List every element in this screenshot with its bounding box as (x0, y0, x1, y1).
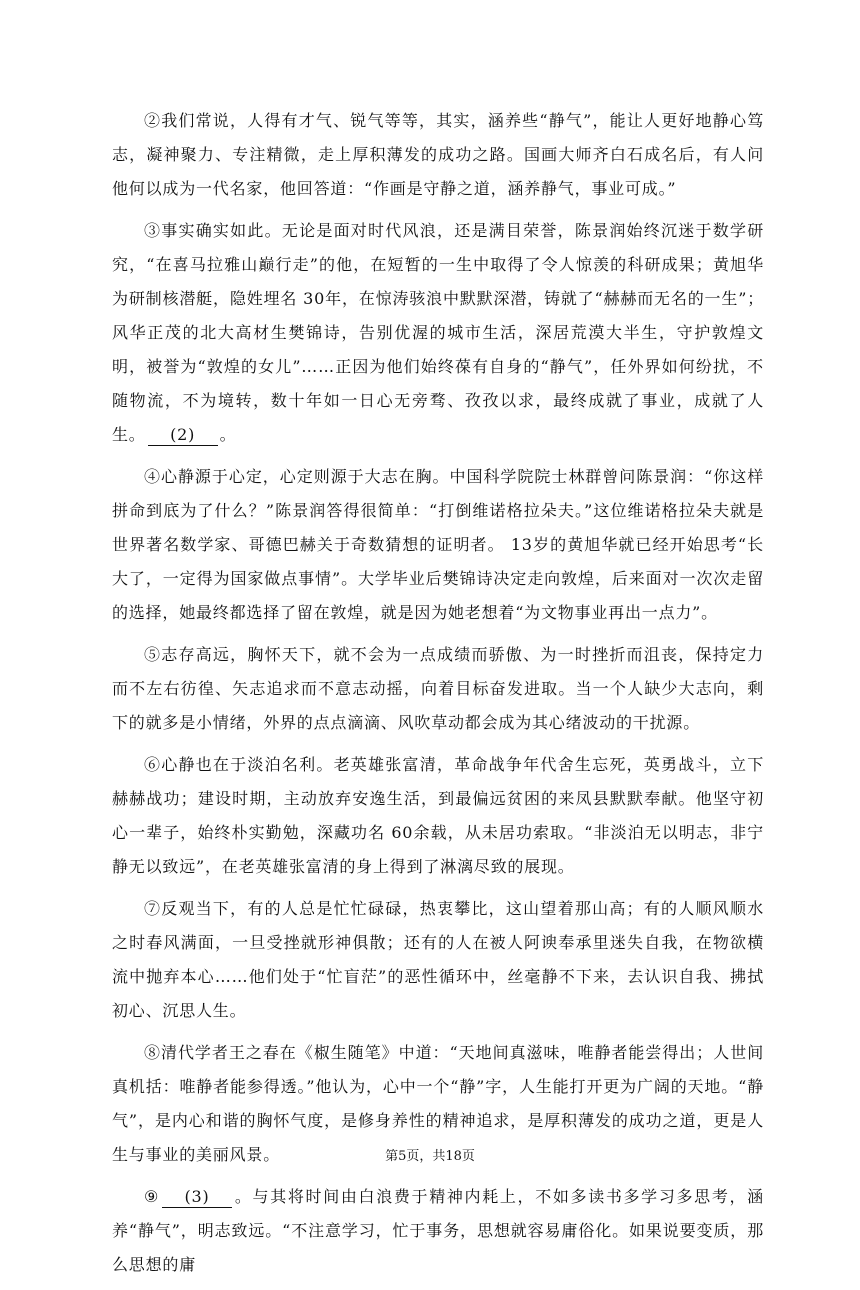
paragraph-2-text: ②我们常说，人得有才气、锐气等等，其实，涵养些“静气”，能让人更好地静心笃志，凝神聚力、专注精微，走上厚积薄发的成功之路。国画大师齐白石成名后，有人问他何以成为一代名家，他回答道：“作画是守静之道，涵养静气，事业可成。” (112, 111, 764, 198)
paragraph-3 (112, 214, 764, 452)
paragraph-9-number: ⑨ (144, 1187, 161, 1206)
answer-blank-3: (3) (162, 1187, 232, 1208)
paragraph-4-text: ④心静源于心定，心定则源于大志在胸。中国科学院院士林群曾问陈景润：“你这样拼命到底为了什么？”陈景润答得很简单：“打倒维诺格拉朵夫。”这位维诺格拉朵夫就是世界著名数学家、哥德巴赫关于奇数猜想的证明者。 13岁的黄旭华就已经开始思考“长大了，一定得为国家做点事情”。大学毕业后樊锦诗决定走向敦煌，后来面对一次次走留的选择，她最终都选择了留在敦煌，就是因为她老想着“为文物事业再出一点力”。 (112, 467, 764, 622)
paragraph-7-text: ⑦反观当下，有的人总是忙忙碌碌，热衷攀比，这山望着那山高；有的人顺风顺水之时春风满面，一旦受挫就形神俱散；还有的人在被人阿谀奉承里迷失自我，在物欲横流中抛弃本心……他们处于“忙盲茫”的恶性循环中，丝毫静不下来，去认识自我、拂拭初心、沉思人生。 (112, 899, 764, 1020)
paragraph-9 (112, 1180, 764, 1282)
paragraph-5 (112, 638, 764, 740)
paragraph-3-text: ③事实确实如此。无论是面对时代风浪，还是满目荣誉，陈景润始终沉迷于数学研究，“在喜马拉雅山巅行走”的他，在短暂的一生中取得了令人惊羡的科研成果；黄旭华为研制核潜艇，隐姓埋名 30年，在惊涛骇浪中默默深潜，铸就了“赫赫而无名的一生”；风华正茂的北大高材生樊锦诗，告别优渥的城市生活，深居荒漠大半生，守护敦煌文明，被誉为“敦煌的女儿”……正因为他们始终葆有自身的“静气”，任外界如何纷扰，不随物流，不为境转，数十年如一日心无旁骛、孜孜以求，最终成就了事业，成就了人生。 (112, 221, 764, 444)
paragraph-4 (112, 460, 764, 630)
paragraph-6 (112, 748, 764, 884)
page-footer (0, 1148, 860, 1166)
page-number: 第5页，共18页 (385, 1149, 475, 1164)
paragraph-2 (112, 104, 764, 206)
paragraph-8-text: ⑧清代学者王之春在《椒生随笔》中道：“天地间真滋味，唯静者能尝得出；人世间真机括：唯静者能参得透。”他认为，心中一个“静”字，人生能打开更为广阔的天地。“静气”，是内心和谐的胸怀气度，是修身养性的精神追求，是厚积薄发的成功之道，更是人生与事业的美丽风景。 (112, 1043, 764, 1164)
answer-blank-2: (2) (148, 425, 218, 446)
paragraph-6-text: ⑥心静也在于淡泊名利。老英雄张富清，革命战争年代舍生忘死，英勇战斗，立下赫赫战功；建设时期，主动放弃安逸生活，到最偏远贫困的来凤县默默奉献。他坚守初心一辈子，始终朴实勤勉，深藏功名 60余载，从未居功索取。“非淡泊无以明志，非宁静无以致远”，在老英雄张富清的身上得到了淋漓尽致的展现。 (112, 755, 764, 876)
paragraph-7 (112, 892, 764, 1028)
page-content (112, 104, 764, 1290)
paragraph-9-text: 。与其将时间由白浪费于精神内耗上，不如多读书多学习多思考，涵养“静气”，明志致远。“不注意学习，忙于事务，思想就容易庸俗化。如果说要变质，那么思想的庸 (112, 1187, 764, 1274)
paragraph-5-text: ⑤志存高远，胸怀天下，就不会为一点成绩而骄傲、为一时挫折而沮丧，保持定力而不左右彷徨、矢志追求而不意志动摇，向着目标奋发进取。当一个人缺少大志向，剩下的就多是小情绪，外界的点点滴滴、风吹草动都会成为其心绪波动的干扰源。 (112, 645, 764, 732)
paragraph-3-end: 。 (219, 425, 237, 444)
